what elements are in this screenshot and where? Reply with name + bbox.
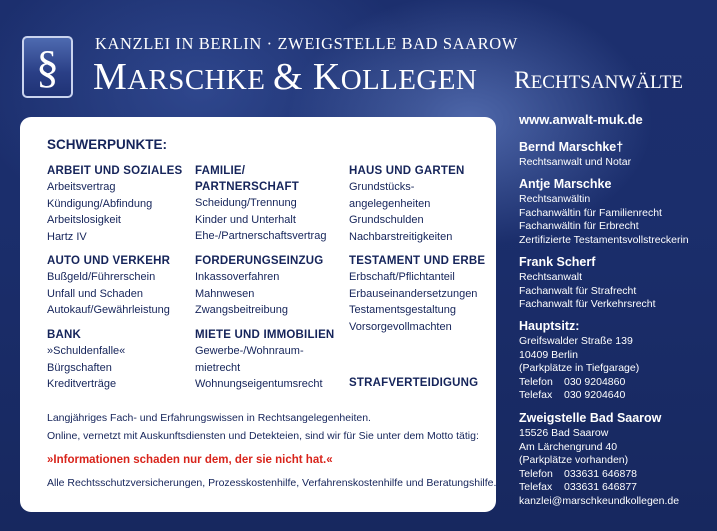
section-item: Nachbarstreitigkeiten: [349, 230, 453, 243]
section-straf: [349, 375, 478, 391]
firm-ampersand: &: [273, 56, 313, 98]
section-heading: TESTAMENT UND ERBE: [349, 255, 486, 267]
website-url[interactable]: [519, 112, 643, 127]
network-text: Online, vernetzt mit Auskunftsdiensten und Detekteien, sind wir für Sie unter dem Motto tätig:: [47, 430, 479, 442]
section-heading: ARBEIT UND SOZIALES: [47, 165, 183, 177]
lawyer-title: Rechtsanwalt: [519, 271, 583, 283]
lawyer-title: Fachanwältin für Familienrecht: [519, 206, 662, 219]
section-item: »Schuldenfalle«: [47, 345, 126, 357]
section-item: Gewerbe-/Wohnraum-: [195, 345, 304, 357]
section-item: Arbeitsvertrag: [47, 181, 116, 193]
section-item: Bürgschaften: [47, 361, 112, 374]
tagline-initial: R: [514, 67, 531, 94]
firm-initial-m: M: [93, 56, 128, 98]
subheadline: KANZLEI IN BERLIN · ZWEIGSTELLE BAD SAAROW: [95, 34, 518, 53]
address-line: Am Lärchengrund 40: [519, 440, 618, 453]
section-item: angelegenheiten: [349, 197, 431, 210]
section-heading: HAUS UND GARTEN: [349, 165, 465, 177]
section-heading: FORDERUNGSEINZUG: [195, 255, 324, 267]
firm-name-part2: OLLEGEN: [340, 64, 478, 96]
lawyer-title: Fachanwalt für Strafrecht: [519, 284, 637, 297]
section-item: Arbeitslosigkeit: [47, 214, 121, 226]
logo-glyph: §: [36, 41, 59, 92]
email-link[interactable]: kanzlei@marschkeundkollegen.de: [519, 494, 680, 507]
section-arbeit: [47, 163, 182, 245]
section-item: Erbschaft/Pflichtanteil: [349, 271, 455, 283]
main-office: [519, 318, 639, 403]
section-item: Kreditverträge: [47, 378, 117, 390]
section-item: Zwangsbeitreibung: [195, 304, 288, 316]
section-heading: AUTO UND VERKEHR: [47, 255, 171, 267]
lawyer-title: Fachanwältin für Erbrecht: [519, 220, 639, 232]
section-item: Testamentsgestaltung: [349, 304, 457, 316]
phone-label: Telefon: [519, 467, 553, 480]
section-haus: [349, 163, 464, 245]
section-heading: MIETE UND IMMOBILIEN: [195, 329, 335, 341]
practice-areas-panel: [20, 117, 496, 512]
phone-row: [519, 376, 639, 390]
insurance-text: Alle Rechtsschutzversicherungen, Prozesskostenhilfe, Verfahrenskostenhilfe und Beratungshilfe.: [47, 477, 497, 489]
address-line: (Parkplätze in Tiefgarage): [519, 362, 640, 374]
main-office-heading: Hauptsitz:: [519, 319, 580, 333]
tagline-rest: ECHTSANWÄLTE: [530, 72, 684, 93]
phone-row: [519, 468, 679, 482]
section-item: Autokauf/Gewährleistung: [47, 304, 170, 316]
section-item: Grundstücks-: [349, 181, 415, 193]
motto-text: »Informationen schaden nur dem, der sie nicht hat.«: [47, 454, 333, 466]
section-item: Hartz IV: [47, 230, 87, 243]
lawyer-frank: [519, 254, 656, 312]
lawyer-name: Antje Marschke: [519, 177, 612, 191]
section-item: Wohnungseigentumsrecht: [195, 378, 323, 390]
firm-name: [93, 55, 477, 99]
address-line: 10409 Berlin: [519, 348, 578, 361]
section-heading: BANK: [47, 329, 82, 341]
section-item: Grundschulden: [349, 214, 424, 226]
lawyer-name: Frank Scherf: [519, 255, 596, 269]
experience-text: Langjähriges Fach- und Erfahrungswissen in Rechtsangelegenheiten.: [47, 412, 371, 424]
section-bank: [47, 327, 125, 393]
section-item: Ehe-/Partnerschaftsvertrag: [195, 230, 327, 242]
lawyer-title: Rechtsanwältin: [519, 193, 591, 205]
lawyer-title: Rechtsanwalt und Notar: [519, 156, 632, 168]
panel-title: SCHWERPUNKTE:: [47, 137, 167, 152]
section-item: Unfall und Schaden: [47, 287, 144, 300]
address-line: Greifswalder Straße 139: [519, 335, 633, 347]
section-item: Inkassoverfahren: [195, 271, 280, 283]
section-heading-line1: FAMILIE/: [195, 165, 246, 177]
section-auto: [47, 253, 170, 319]
section-item: Scheidung/Trennung: [195, 197, 297, 209]
fax-number: 030 9204640: [564, 389, 626, 401]
section-item: Kündigung/Abfindung: [47, 197, 153, 210]
firm-initial-k: K: [312, 56, 341, 98]
section-item: Mahnwesen: [195, 287, 255, 300]
section-familie: [195, 163, 326, 245]
lawyer-bernd: [519, 139, 631, 170]
section-item: Bußgeld/Führerschein: [47, 271, 156, 283]
fax-label: Telefax: [519, 389, 553, 401]
lawyer-antje: [519, 176, 689, 247]
section-miete: [195, 327, 334, 393]
profession-tagline: [514, 67, 683, 95]
section-item: mietrecht: [195, 361, 241, 374]
phone-label: Telefon: [519, 375, 553, 388]
fax-row: [519, 481, 679, 495]
address-line: (Parkplätze vorhanden): [519, 454, 629, 466]
lawyer-title: Fachanwalt für Verkehrsrecht: [519, 298, 656, 310]
paragraph-logo: [22, 36, 73, 98]
section-item: Kinder und Unterhalt: [195, 213, 296, 226]
fax-row: [519, 389, 639, 403]
firm-name-part1: ARSCHKE: [127, 64, 274, 96]
section-testament: [349, 253, 485, 335]
fax-number: 033631 646877: [564, 481, 637, 493]
phone-number[interactable]: 033631 646878: [564, 467, 637, 480]
address-line: 15526 Bad Saarow: [519, 427, 609, 439]
fax-label: Telefax: [519, 481, 553, 493]
branch-office-heading: Zweigstelle Bad Saarow: [519, 411, 662, 425]
website-link[interactable]: www.anwalt-muk.de: [519, 112, 643, 127]
branch-office: [519, 410, 679, 508]
phone-number[interactable]: 030 9204860: [564, 375, 626, 388]
section-item: Erbauseinandersetzungen: [349, 287, 478, 300]
section-heading-line2: PARTNERSCHAFT: [195, 181, 299, 193]
lawyer-title: Zertifizierte Testamentsvollstreckerin: [519, 233, 689, 246]
section-heading: STRAFVERTEIDIGUNG: [349, 377, 479, 389]
section-item: Vorsorgevollmachten: [349, 320, 452, 333]
lawyer-name: Bernd Marschke†: [519, 140, 624, 154]
section-forderung: [195, 253, 323, 319]
